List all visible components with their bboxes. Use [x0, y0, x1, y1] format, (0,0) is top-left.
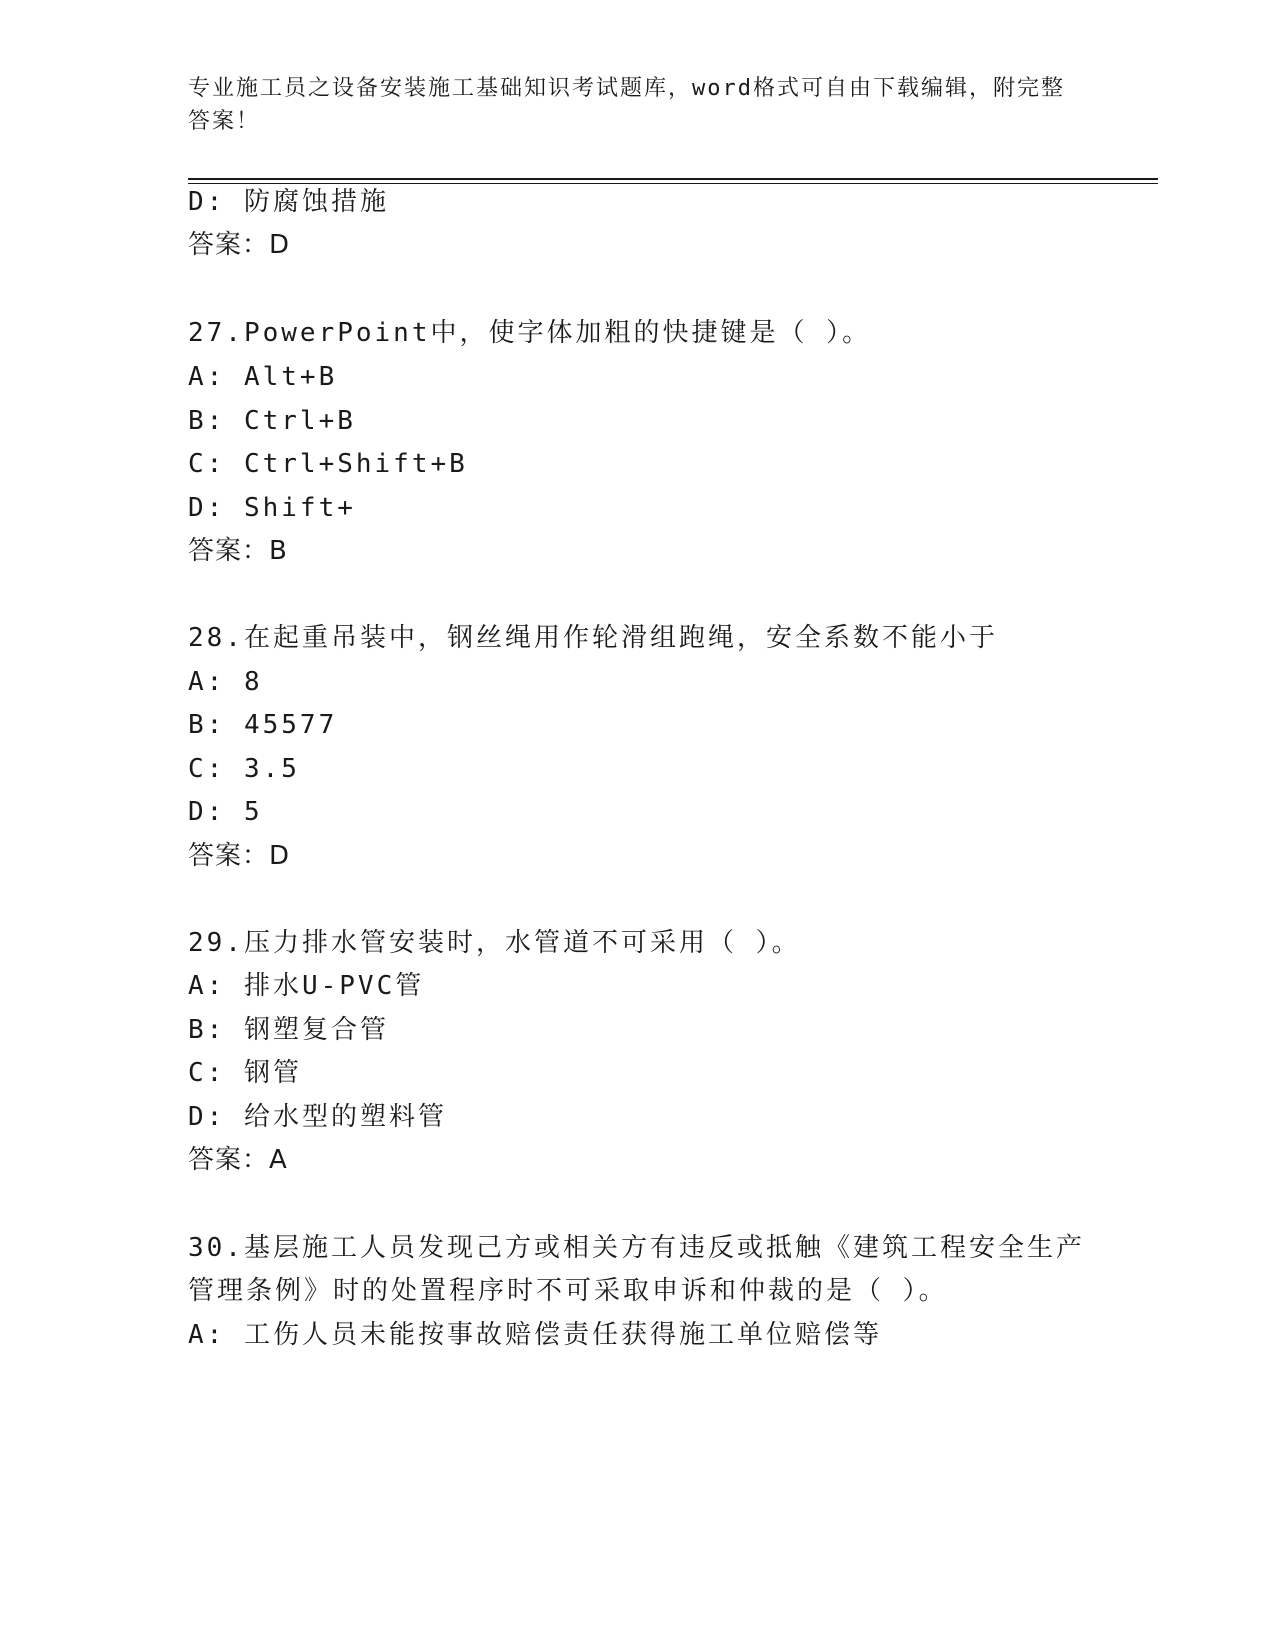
answer: 答案：B	[188, 536, 288, 566]
option-d: D: 防腐蚀措施	[188, 187, 389, 217]
answer: 答案：A	[188, 1145, 288, 1175]
option-a: A: 排水U-PVC管	[188, 971, 425, 1001]
document-header: 专业施工员之设备安装施工基础知识考试题库，word格式可自由下载编辑，附完整答案！	[188, 76, 1065, 134]
header-divider-thin	[188, 183, 1158, 184]
option-d: D: 给水型的塑料管	[188, 1102, 447, 1132]
answer: 答案：D	[188, 230, 291, 260]
option-d: D: 5	[188, 797, 263, 827]
option-d: D: Shift+	[188, 493, 356, 523]
question-30-line-2: 管理条例》时的处置程序时不可采取申诉和仲裁的是（ ）。	[188, 1276, 948, 1306]
option-a: A: 工伤人员未能按事故赔偿责任获得施工单位赔偿等	[188, 1320, 882, 1350]
option-c: C: 3.5	[188, 754, 300, 784]
option-b: B: 45577	[188, 710, 338, 740]
question-29: 29.压力排水管安装时，水管道不可采用（ ）。	[188, 928, 801, 958]
question-27: 27.PowerPoint中，使字体加粗的快捷键是（ ）。	[188, 318, 872, 348]
question-28: 28.在起重吊装中，钢丝绳用作轮滑组跑绳，安全系数不能小于	[188, 623, 998, 653]
answer: 答案：D	[188, 841, 291, 871]
question-30-line-1: 30.基层施工人员发现己方或相关方有违反或抵触《建筑工程安全生产	[188, 1233, 1085, 1263]
option-b: B: Ctrl+B	[188, 406, 356, 436]
option-b: B: 钢塑复合管	[188, 1015, 389, 1045]
header-divider-thick	[188, 178, 1158, 180]
option-c: C: 钢管	[188, 1058, 302, 1088]
option-a: A: Alt+B	[188, 362, 338, 392]
option-c: C: Ctrl+Shift+B	[188, 449, 468, 479]
option-a: A: 8	[188, 667, 263, 697]
